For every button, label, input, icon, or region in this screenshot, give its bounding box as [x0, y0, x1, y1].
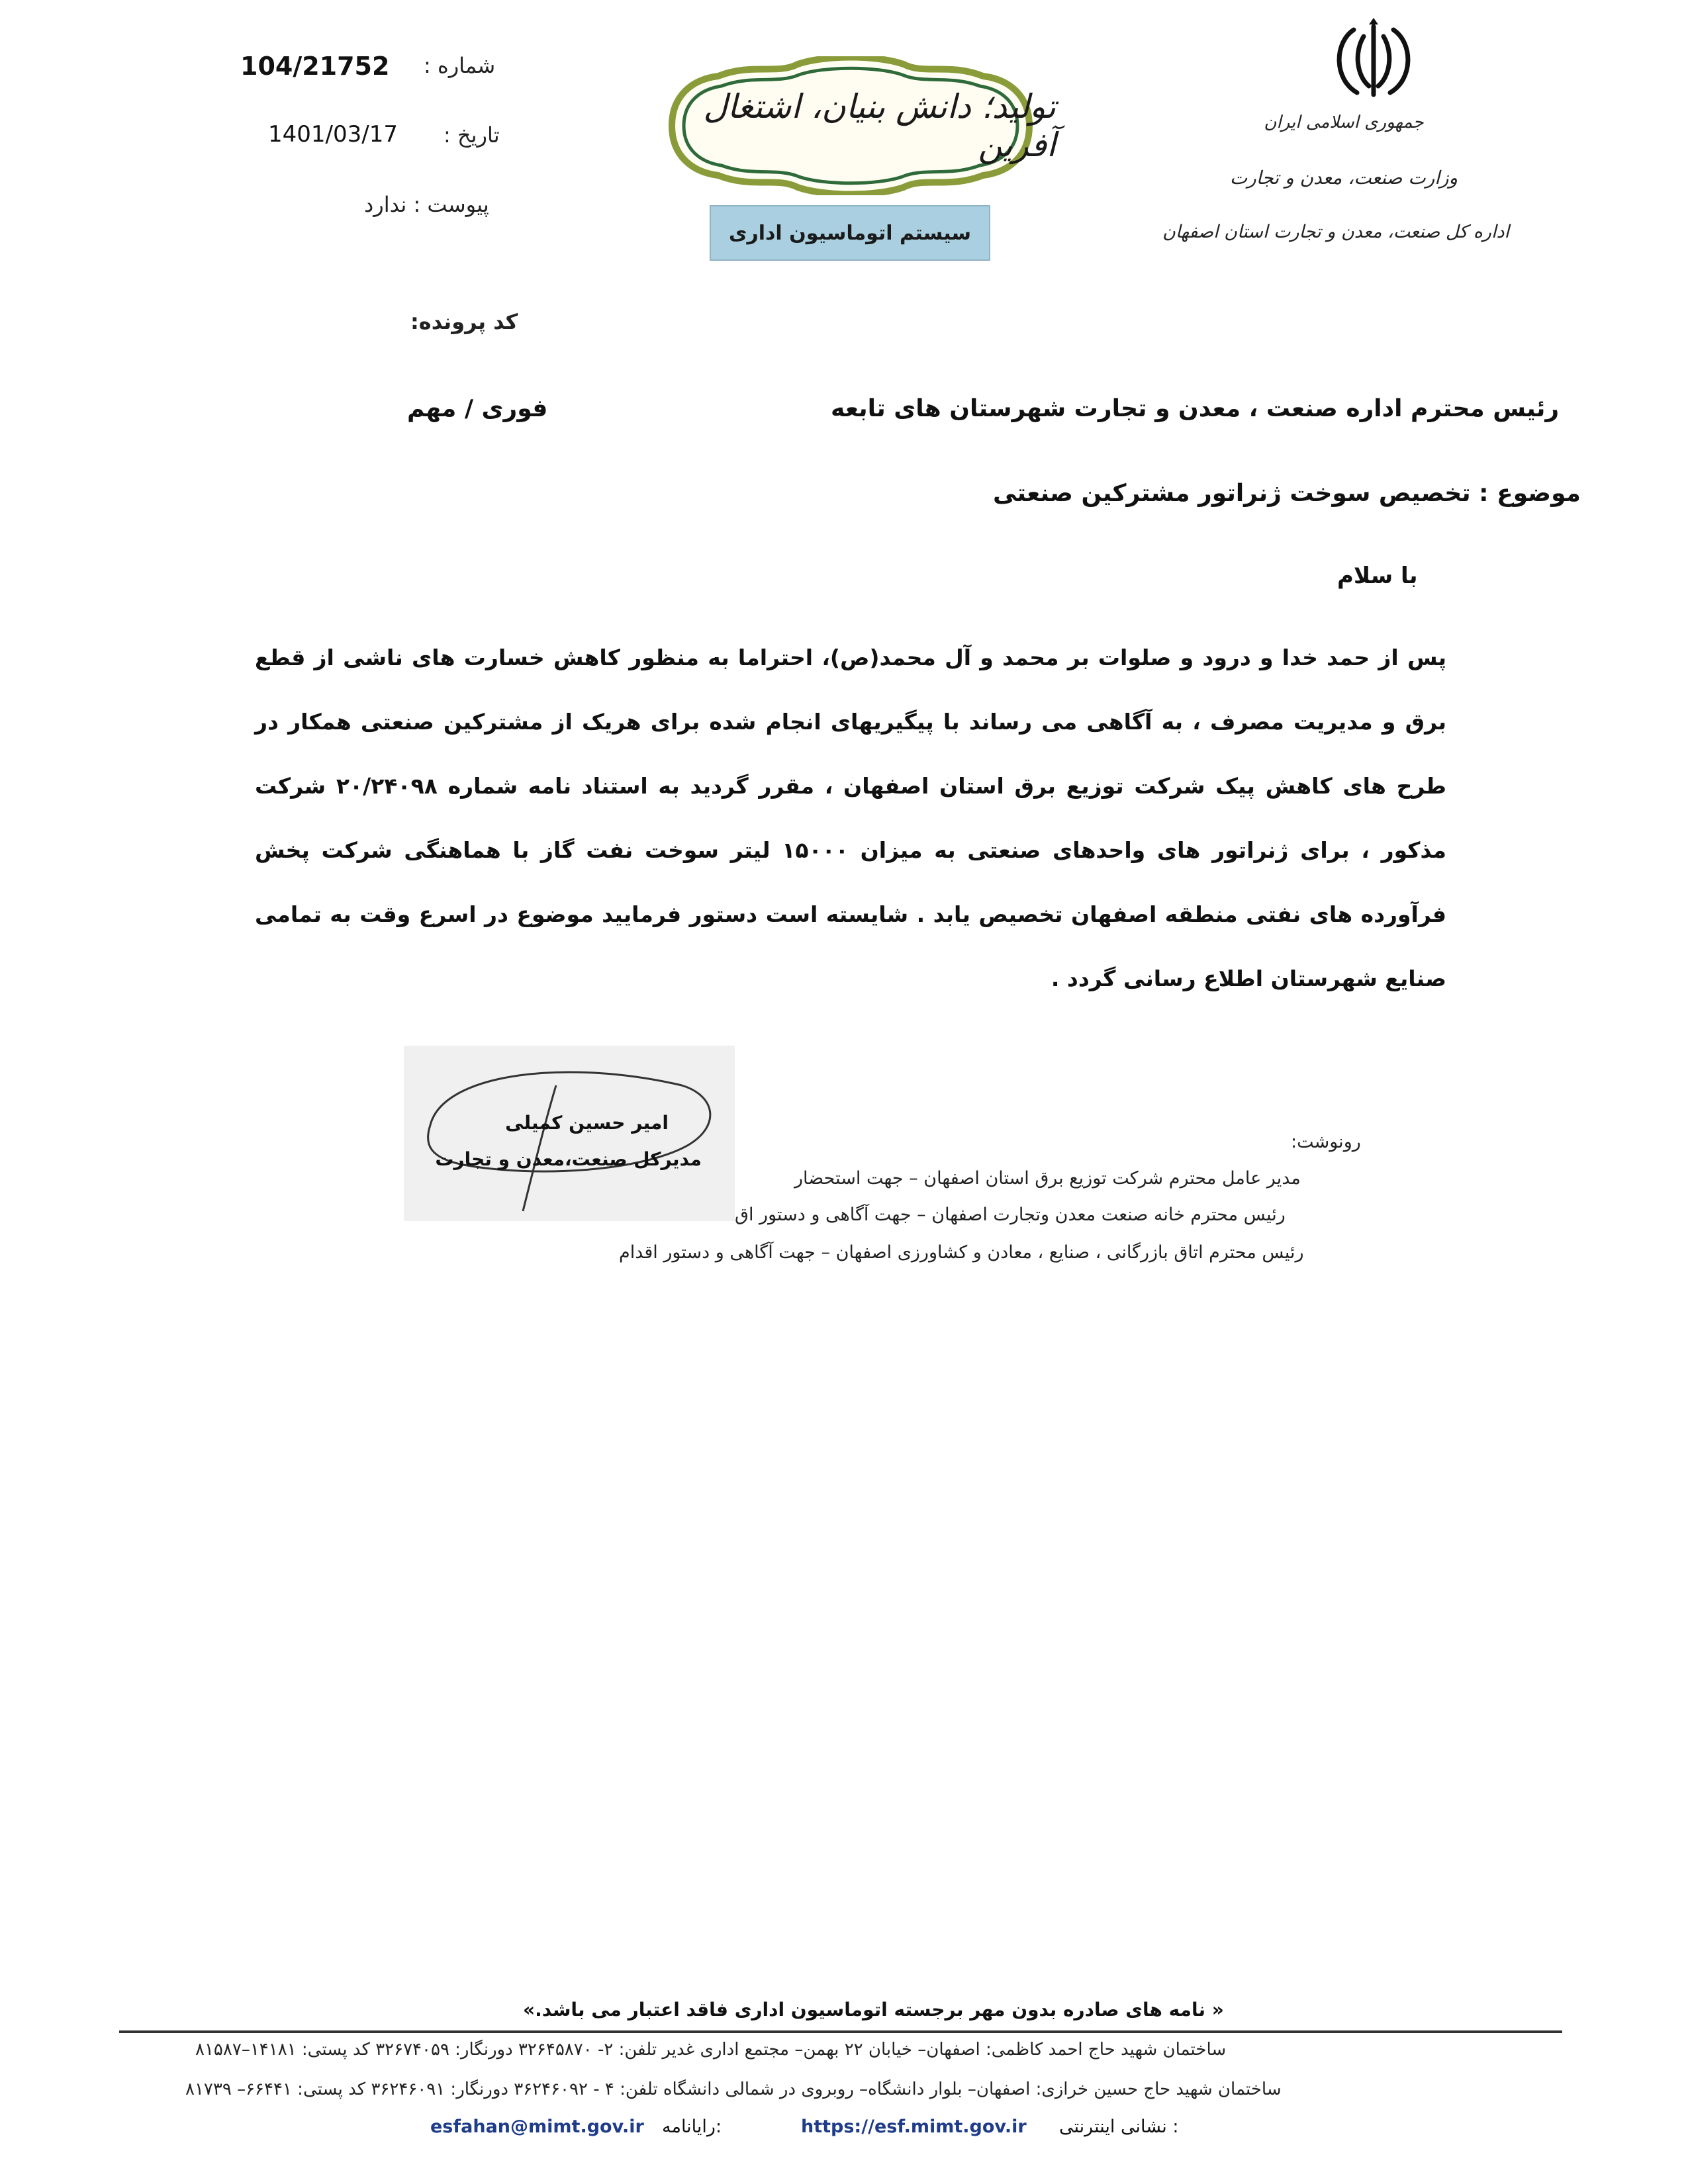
- letter-number: 104/21752: [240, 52, 390, 81]
- urgency-label: فوری / مهم: [407, 395, 548, 422]
- footer-address-2: ساختمان شهید حاج حسین خرازی: اصفهان– بلوار دانشگاه– روبروی در شمالی دانشگاه تلفن: ۴ - ۳۶۲۴۶۰۹۲ دورنگار: ۳۶۲۴۶۰۹۱ کد پستی: ۶۶۴۴۱– ۸۱۷۳۹: [185, 2079, 1282, 2099]
- ministry-line-ministry: وزارت صنعت، معدن و تجارت: [1229, 167, 1458, 189]
- ministry-line-office: اداره کل صنعت، معدن و تجارت استان اصفهان: [1162, 222, 1509, 242]
- website-label: نشانی اینترنتی :: [1059, 2116, 1179, 2137]
- letter-body: پس از حمد خدا و درود و صلوات بر محمد و آل محمد(ص)، احتراما به منظور کاهش خسارت های ناشی از قطع برق و مدیریت مصرف ، به آگاهی می رساند با پیگیریهای انجام شده برای هریک از مشترکین صنعتی همکار در طرح های کاهش پیک شرکت توزیع برق استان اصفهان ، مقرر گردید به استناد نامه شماره ۲۰/۲۴۰۹۸ شرکت مذکور ، برای ژنراتور های واحدهای صنعتی به میزان ۱۵۰۰۰ لیتر سوخت نفت گاز با هماهنگی شرکت پخش فرآورده های نفتی منطقه اصفهان تخصیص یابد . شایسته است دستور فرمایید موضوع در اسرع وقت به تمامی صنایع شهرستان اطلاع رسانی گردد .: [255, 645, 1447, 991]
- letter-date: 1401/03/17: [268, 121, 398, 148]
- iran-emblem-icon: [1317, 17, 1430, 103]
- slogan-text: تولید؛ دانش بنیان، اشتغال آفرین: [703, 87, 1056, 164]
- subject-line: موضوع : تخصیص سوخت ژنراتور مشترکین صنعتی: [993, 480, 1581, 507]
- email-link[interactable]: esfahan@mimt.gov.ir: [430, 2116, 644, 2137]
- footer-address-1: ساختمان شهید حاج احمد کاظمی: اصفهان– خیابان ۲۲ بهمن– مجتمع اداری غدیر تلفن: ۲- ۳۲۶۴۵۸۷۰ دورنگار: ۳۲۶۷۴۰۵۹ کد پستی: ۱۴۱۸۱–۸۱۵۸۷: [195, 2040, 1227, 2060]
- number-label: شماره :: [424, 53, 496, 78]
- signatory-name: امیر حسین کمیلی: [505, 1112, 669, 1134]
- footer-divider: [119, 2030, 1562, 2033]
- recipient-line: رئیس محترم اداره صنعت ، معدن و تجارت شهرستان های تابعه: [831, 395, 1560, 422]
- signatory-title: مدیرکل صنعت،معدن و تجارت: [435, 1148, 702, 1170]
- cc-heading: رونوشت:: [1291, 1132, 1361, 1152]
- cc-line: مدیر عامل محترم شرکت توزیع برق استان اصفهان – جهت استحضار: [794, 1168, 1301, 1189]
- case-code-label: کد پرونده:: [410, 309, 518, 334]
- email-label: رایانامه:: [662, 2116, 722, 2137]
- greeting: با سلام: [1337, 563, 1418, 589]
- ministry-line-country: جمهوری اسلامی ایران: [1264, 113, 1424, 132]
- website-link[interactable]: https://esf.mimt.gov.ir: [801, 2116, 1027, 2137]
- date-label: تاریخ :: [444, 122, 500, 148]
- attachment-label: پیوست : ندارد: [364, 192, 489, 217]
- footer-note: « نامه های صادره بدون مهر برجسته اتوماسیون اداری فاقد اعتبار می باشد.»: [523, 1999, 1224, 2021]
- system-label-box: سیستم اتوماسیون اداری: [710, 205, 990, 261]
- cc-line: رئیس محترم اتاق بازرگانی ، صنایع ، معادن و کشاورزی اصفهان – جهت آگاهی و دستور اقدام: [619, 1242, 1304, 1263]
- cc-line: رئیس محترم خانه صنعت معدن وتجارت اصفهان – جهت آگاهی و دستور اق: [735, 1205, 1286, 1225]
